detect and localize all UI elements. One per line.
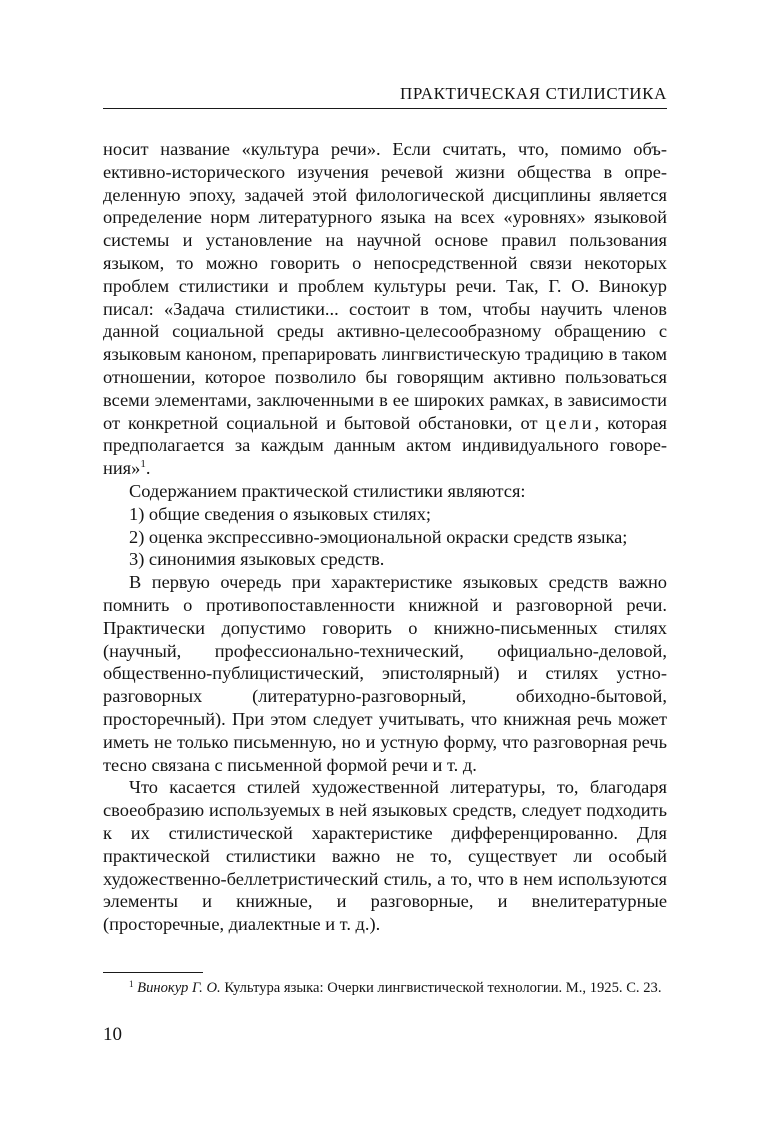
list-item-1: 1) общие сведения о языковых стилях; xyxy=(129,503,432,524)
list-item-2: 2) оценка экспрессивно-эмоциональной окраски средств языка; xyxy=(129,526,628,547)
main-text xyxy=(103,138,667,936)
paragraph-2: Содержанием практической стилистики являются: xyxy=(129,480,526,501)
paragraph-1-end: . xyxy=(145,458,151,479)
footnote xyxy=(103,978,667,998)
spaced-word: цели xyxy=(545,412,595,433)
page-header xyxy=(103,82,667,109)
footnote-author: Винокур Г. О. xyxy=(137,980,221,996)
list-item-3: 3) синонимия языковых средств. xyxy=(129,549,385,570)
page-number: 10 xyxy=(103,1024,122,1045)
paragraph-1 xyxy=(103,138,667,480)
footnote-divider xyxy=(103,972,203,973)
paragraph-1-text-a: носит название «культура речи». Если считать, что, помимо объективно-исторического изучения речевой жизни общества в определенную эпоху, задачей этой филологической дисциплины является определение норм литературного языка на всех «уровнях» языковой системы и установление на научной основе правил пользования языком, то можно говорить о непосредственной связи некоторых проблем стилистики и проблем культуры речи. Так, Г. О. Винокур писал: «Задача стилистики... состоит в том, чтобы научить членов данной социальной среды активно-целесообразному обращению с языковым каноном, препарировать лингвистическую традицию в таком отношении, которое позволило бы говорящим активно пользоваться всеми элементами, заключенными в ее широких рамках, в зависимости от конкретной социальной и бытовой обстановки, от xyxy=(103,139,667,433)
footnote-source: Культура языка: Очерки лингвистической технологии. М., 1925. С. 23. xyxy=(224,980,662,996)
footnote-text xyxy=(103,978,667,998)
paragraph-1-text-b: , которая предполагается за каждым данным актом индивидуального говорения» xyxy=(103,412,667,479)
paragraph-3: В первую очередь при характеристике языковых средств важно помнить о противопоставленности книжной и разговорной речи. Практически допустимо говорить о книжно-письменных стилях (научный, профессионально-технический, официально-деловой, общественно-публицистический, эпистолярный) и стилях устно-разговорных (литературно-разговорный, обиходно-бытовой, просторечный). При этом следует учитывать, что книжная речь может иметь не только письменную, но и устную форму, что разговорная речь тесно связана с письменной формой речи и т. д. xyxy=(103,572,667,775)
running-title: ПРАКТИЧЕСКАЯ СТИЛИСТИКА xyxy=(399,84,667,103)
paragraph-4: Что касается стилей художественной литературы, то, благодаря своеобразию используемых в ней языковых средств, следует подходить к их стилистической характеристике дифференцированно. Для практической стилистики важно не то, существует ли особый художественно-беллетристический стиль, а то, что в нем используются элементы и книжные, и разговорные, и внелитературные (просторечные, диалектные и т. д.). xyxy=(103,777,667,935)
footnote-number: 1 xyxy=(129,979,134,989)
footnote-reference: 1 xyxy=(140,458,146,471)
